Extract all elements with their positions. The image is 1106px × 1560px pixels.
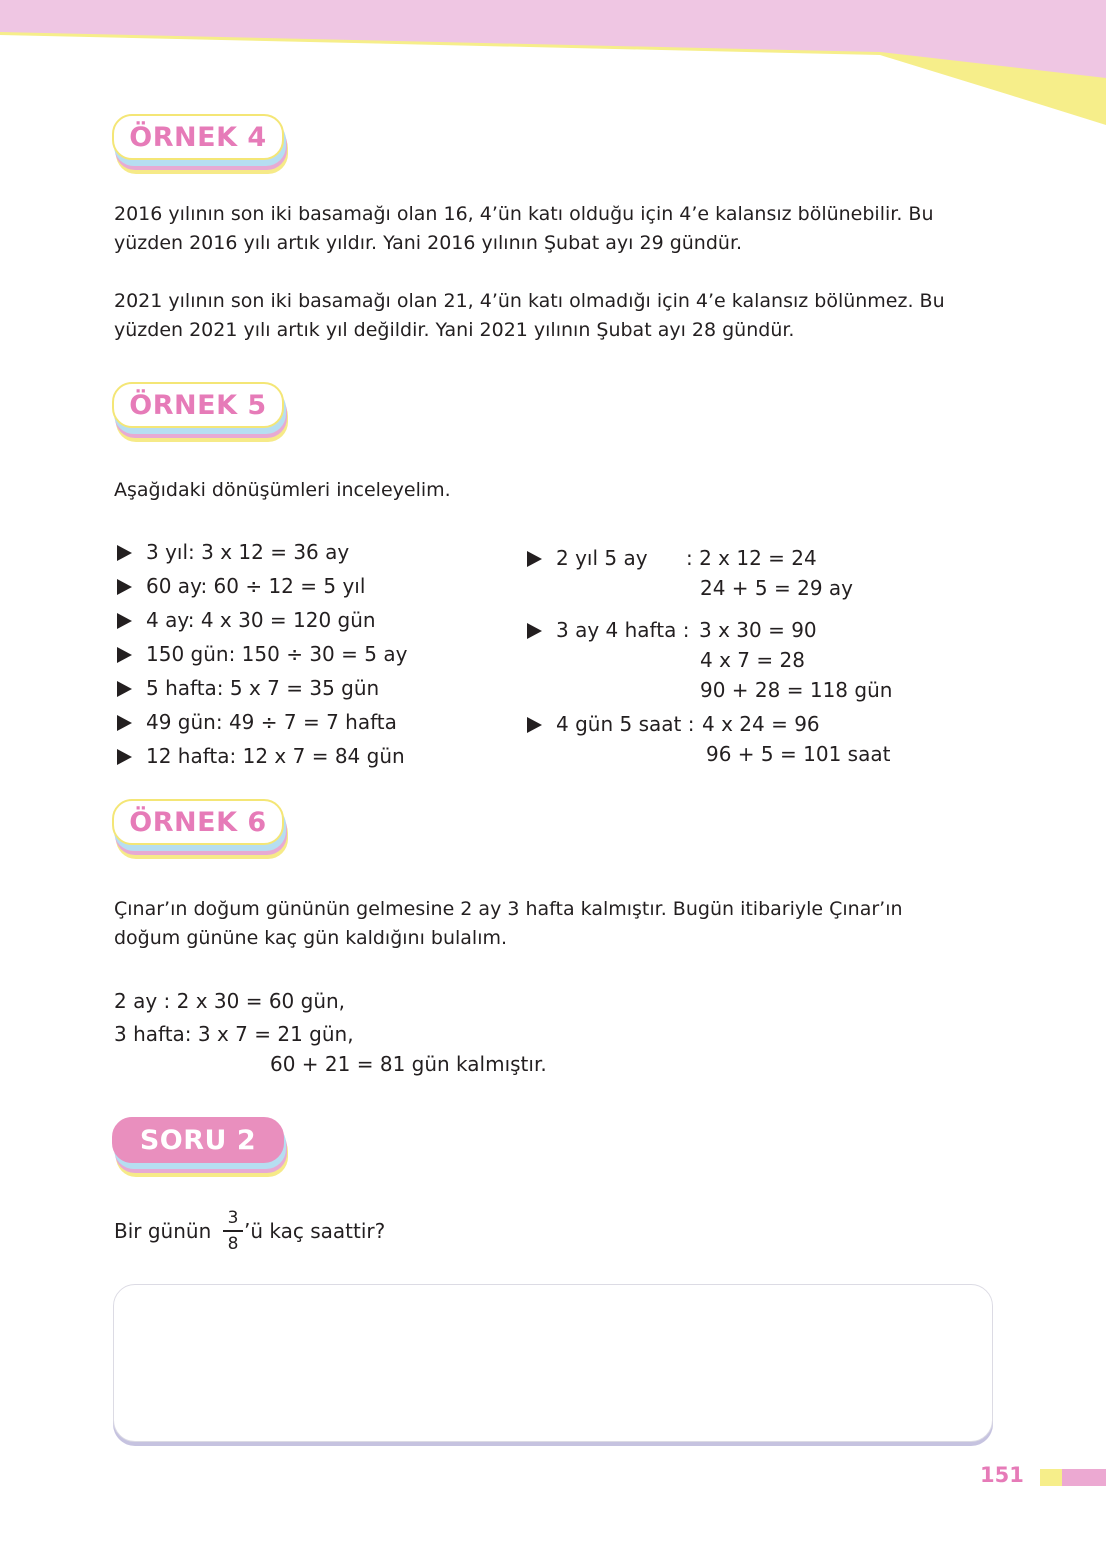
bullet-triangle-icon bbox=[527, 717, 542, 733]
conversion-item-label: 4 gün 5 saat : bbox=[527, 712, 694, 736]
conversion-line: 4 x 7 = 28 bbox=[700, 648, 805, 672]
ornek-5-tag bbox=[112, 382, 290, 452]
soru-2-label: SORU 2 bbox=[112, 1117, 284, 1163]
text-line: Çınar’ın doğum gününün gelmesine 2 ay 3 hafta kalmıştır. Bugün itibariyle Çınar’ın bbox=[114, 898, 903, 920]
ornek-5-intro: Aşağıdaki dönüşümleri inceleyelim. bbox=[114, 479, 451, 501]
bullet-triangle-icon bbox=[117, 681, 132, 697]
page-number-pink-bar bbox=[1062, 1469, 1106, 1486]
text-line: yüzden 2016 yılı artık yıldır. Yani 2016 yılının Şubat ayı 29 gündür. bbox=[114, 232, 743, 254]
ornek-6-label: ÖRNEK 6 bbox=[112, 799, 284, 845]
ornek-5-label: ÖRNEK 5 bbox=[112, 382, 284, 428]
fraction-bar bbox=[223, 1230, 243, 1232]
conversion-line: 96 + 5 = 101 saat bbox=[706, 742, 891, 766]
text-line: 2016 yılının son iki basamağı olan 16, 4’ün katı olduğu için 4’e kalansız bölünebilir. Bu bbox=[114, 203, 934, 225]
ornek-4-paragraph-1 bbox=[114, 200, 994, 258]
text-line: yüzden 2021 yılı artık yıl değildir. Yani 2021 yılının Şubat ayı 28 gündür. bbox=[114, 319, 795, 341]
list-item: 5 hafta: 5 x 7 = 35 gün bbox=[117, 676, 379, 700]
bullet-triangle-icon bbox=[117, 545, 132, 561]
calc-line: 2 ay : 2 x 30 = 60 gün, bbox=[114, 989, 346, 1013]
calc-line: 3 hafta: 3 x 7 = 21 gün, bbox=[114, 1022, 354, 1046]
ornek-6-paragraph bbox=[114, 895, 994, 953]
question-text-after: ’ü kaç saattir? bbox=[244, 1219, 386, 1243]
list-item: 60 ay: 60 ÷ 12 = 5 yıl bbox=[117, 574, 365, 598]
fraction-numerator: 3 bbox=[227, 1208, 239, 1228]
list-item: 12 hafta: 12 x 7 = 84 gün bbox=[117, 744, 405, 768]
conversion-item-label: 2 yıl 5 ay bbox=[527, 546, 648, 570]
conversion-line: 4 x 24 = 96 bbox=[702, 712, 820, 736]
conversion-item-label: 3 ay 4 hafta : bbox=[527, 618, 689, 642]
text-line: doğum gününe kaç gün kaldığını bulalım. bbox=[114, 927, 508, 949]
conversion-line: 3 x 30 = 90 bbox=[699, 618, 817, 642]
list-item: 150 gün: 150 ÷ 30 = 5 ay bbox=[117, 642, 407, 666]
question-text-before: Bir günün bbox=[114, 1219, 212, 1243]
ornek-4-paragraph-2 bbox=[114, 287, 994, 345]
bullet-triangle-icon bbox=[117, 749, 132, 765]
page-number-yellow-bar bbox=[1040, 1469, 1062, 1486]
bullet-triangle-icon bbox=[117, 647, 132, 663]
bullet-triangle-icon bbox=[527, 623, 542, 639]
list-item: 4 ay: 4 x 30 = 120 gün bbox=[117, 608, 376, 632]
top-decorative-band bbox=[0, 0, 1106, 125]
bullet-triangle-icon bbox=[527, 551, 542, 567]
list-item: 49 gün: 49 ÷ 7 = 7 hafta bbox=[117, 710, 397, 734]
soru-2-tag bbox=[112, 1117, 290, 1187]
bullet-triangle-icon bbox=[117, 715, 132, 731]
ornek-4-label: ÖRNEK 4 bbox=[112, 114, 284, 160]
list-item: 3 yıl: 3 x 12 = 36 ay bbox=[117, 540, 349, 564]
ornek-4-tag bbox=[112, 114, 290, 184]
conversion-line: 24 + 5 = 29 ay bbox=[700, 576, 854, 600]
text-line: 2021 yılının son iki basamağı olan 21, 4’ün katı olmadığı için 4’e kalansız bölünmez. Bu bbox=[114, 290, 945, 312]
bullet-triangle-icon bbox=[117, 579, 132, 595]
conversion-line: : 2 x 12 = 24 bbox=[686, 546, 817, 570]
conversion-line: 90 + 28 = 118 gün bbox=[700, 678, 893, 702]
ornek-6-tag bbox=[112, 799, 290, 869]
bullet-triangle-icon bbox=[117, 613, 132, 629]
answer-box[interactable] bbox=[113, 1284, 993, 1442]
calc-line: 60 + 21 = 81 gün kalmıştır. bbox=[270, 1052, 547, 1076]
fraction-denominator: 8 bbox=[227, 1234, 239, 1254]
page-number: 151 bbox=[980, 1463, 1024, 1487]
